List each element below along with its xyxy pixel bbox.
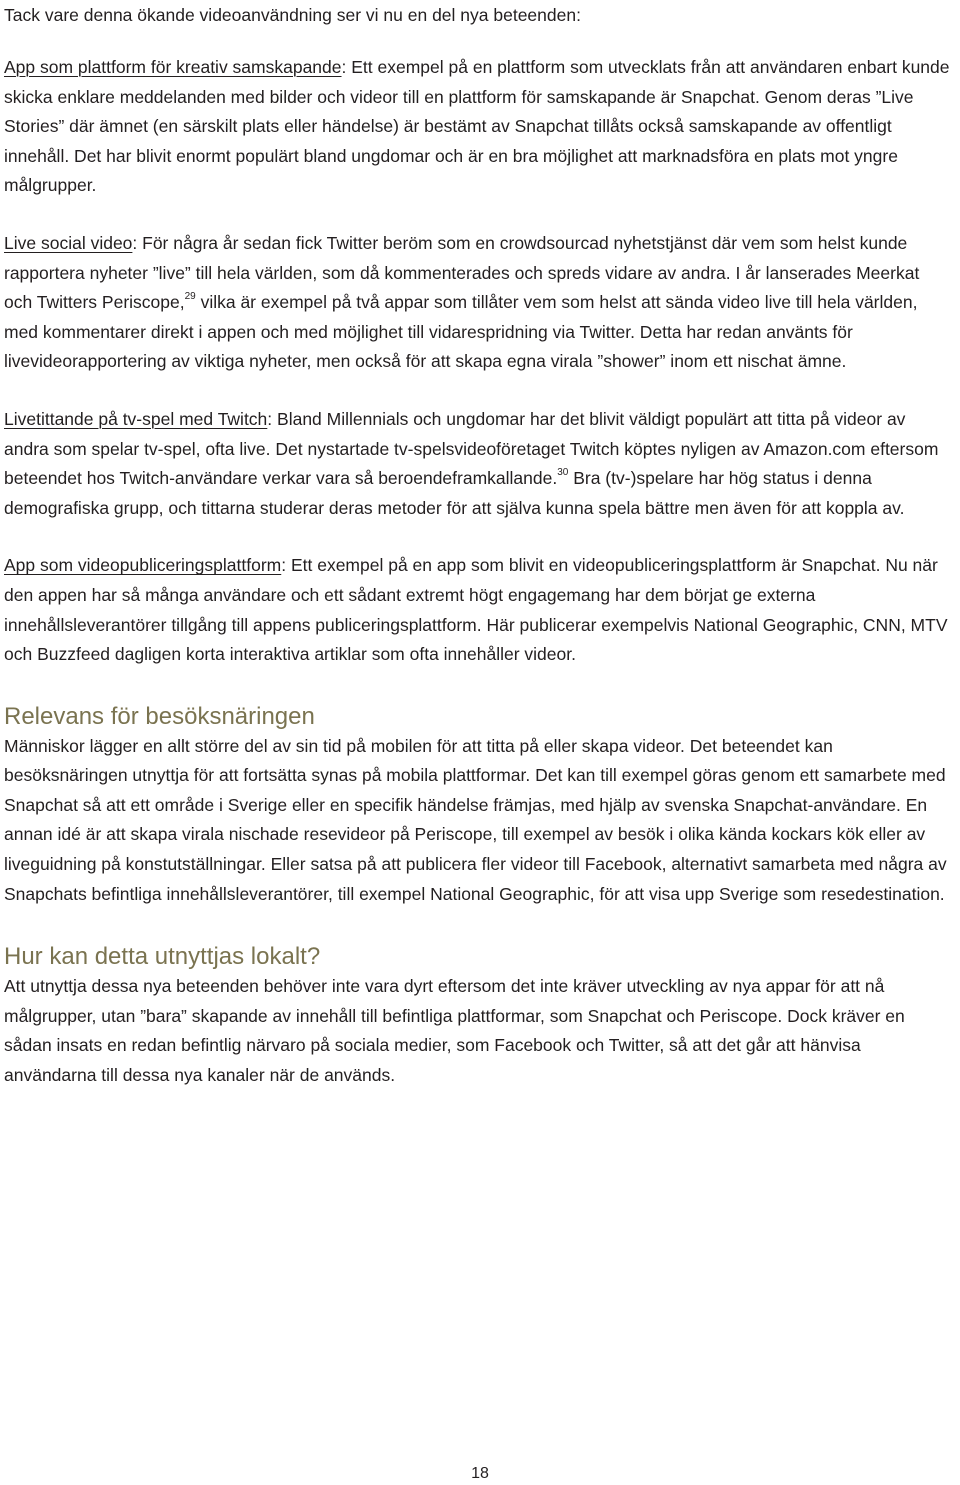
- section-text: : Ett exempel på en plattform som utvecklats från att användaren enbart kunde skicka enklare meddelanden med bilder och videor till en plattform för samskapande är Snapchat. Genom deras ”Live Stories” där ämnet (en särskilt plats eller händelse) är bestämt av Snapchat tillåts också samskapande av offentligt innehåll. Det har blivit enormt populärt bland ungdomar och är en bra möjlighet att marknadsföra en plats mot yngre målgrupper.: [4, 57, 950, 196]
- relevans-paragraph: Människor lägger en allt större del av sin tid på mobilen för att titta på eller skapa videor. Det beteendet kan besöksnäringen utnyttja för att fortsätta synas på mobila plattformar. Det kan till exempel göras genom ett samarbete med Snapchat så att ett område i Sverige eller en specifik händelse främjas, med hjälp av svenska Snapchat-användare. En annan idé är att skapa virala nischade resevideor på Periscope, till exempel av besök i olika kända kockars kök eller av liveguidning på konstutställningar. Eller satsa på att publicera fler videor till Facebook, alternativt samarbeta med några av Snapchats befintliga innehållsleverantörer, till exempel National Geographic, för att visa upp Sverige som resedestination.: [4, 735, 947, 904]
- lokalt-paragraph: Att utnyttja dessa nya beteenden behöver inte vara dyrt eftersom det inte kräver utveckling av nya appar för att nå målgrupper, utan ”bara” skapande av innehåll till befintliga plattformar, som Snapchat och Periscope. Dock kräver en sådan insats en redan befintlig närvaro på sociala medier, som Facebook och Twitter, så att det går att hänvisa användarna till dessa nya kanaler när de används.: [4, 976, 905, 1086]
- section-lead: App som plattform för kreativ samskapande: [4, 57, 342, 77]
- heading-relevans: Relevans för besöksnäringen: [4, 702, 315, 730]
- heading-lokalt: Hur kan detta utnyttjas lokalt?: [4, 943, 321, 971]
- section-video-publishing: [4, 551, 952, 669]
- section-creative-platform: [4, 53, 952, 201]
- section-live-social-video: [4, 229, 952, 377]
- section-lead: Live social video: [4, 232, 133, 253]
- section-twitch: [4, 405, 952, 523]
- document-page: [4, 0, 952, 1091]
- section-text-before: : För några år sedan fick Twitter beröm som en crowdsourcad nyhetstjänst där vem som helst kunde rapportera nyheter ”live” till hela världen, som då kommenterades och spreds vidare av andra. I år lanserades Meerkat och Twitters Periscope,: [4, 232, 920, 313]
- section-text-after: Bra (tv-)spelare har hög status i denna demografiska grupp, och tittarna studerar deras metoder för att själva kunna spela bättre men även för att koppla av.: [4, 468, 905, 518]
- footnote-ref: 30: [557, 467, 569, 479]
- section-text: : Ett exempel på en app som blivit en videopubliceringsplattform är Snapchat. Nu när den appen har så många användare och ett sådant extremt högt engagemang har dem börjat ge externa innehållsleverantörer tillgång till appens publiceringsplattform. Här publicerar exempelvis National Geographic, CNN, MTV och Buzzfeed dagligen korta interaktiva artiklar som ofta innehåller videor.: [4, 555, 948, 665]
- section-lead: Livetittande på tv-spel med Twitch: [4, 408, 268, 429]
- section-lead: App som videopubliceringsplattform: [4, 555, 282, 576]
- section-text-before: : Bland Millennials och ungdomar har det blivit väldigt populärt att titta på videor av andra som spelar tv-spel, ofta live. Det nystartade tv-spelsvideoföretaget Twitch köptes nyligen av Amazon.com eftersom beteendet hos Twitch-användare verkar vara så beroendeframkallande.: [4, 408, 939, 489]
- footnote-ref: 29: [184, 291, 196, 303]
- section-text-after: vilka är exempel på två appar som tillåter vem som helst att sända video live till hela världen, med kommentarer direkt i appen och med möjlighet till vidarespridning via Twitter. Detta har redan använts för livevideorapportering av viktiga nyheter, men också för att skapa egna virala ”shower” inom ett nischat ämne.: [4, 292, 918, 372]
- intro-paragraph: Tack vare denna ökande videoanvändning ser vi nu en del nya beteenden:: [4, 5, 581, 25]
- page-number: 18: [471, 1465, 489, 1482]
